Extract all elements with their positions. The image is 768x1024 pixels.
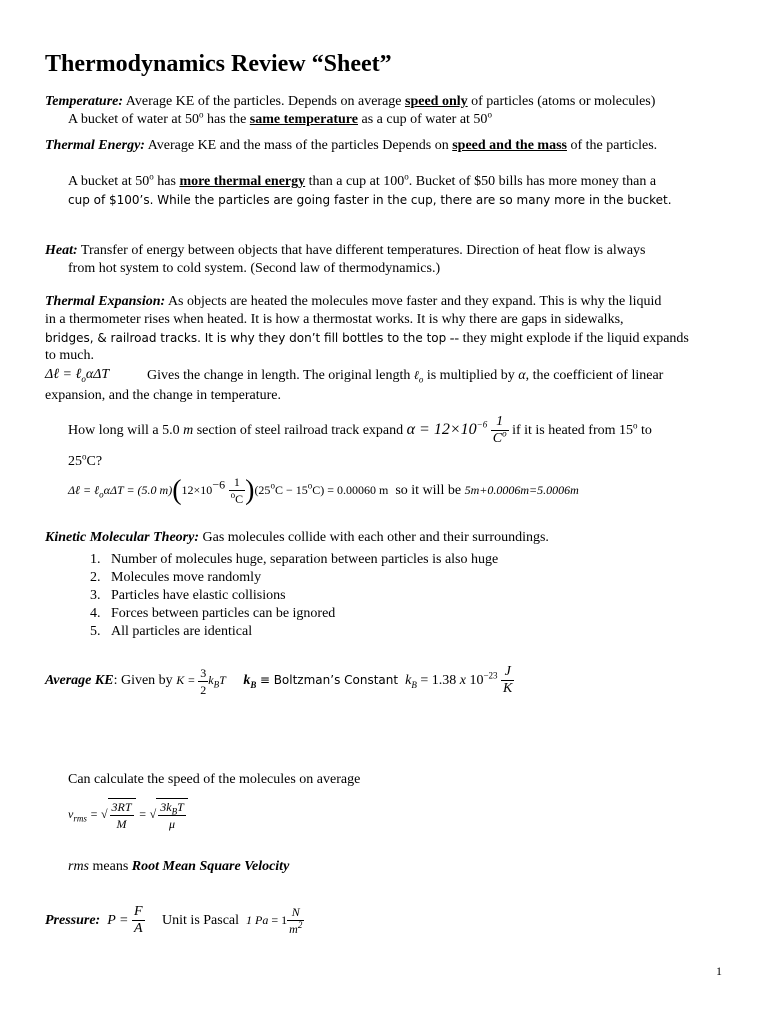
temperature-line2: A bucket of water at 50$^o$ has the same temperature as a cup of water at 50$^o$ xyxy=(68,109,492,127)
speed-and-mass-emphasis: speed and the mass xyxy=(452,138,567,153)
speed-only-emphasis: speed only xyxy=(405,94,468,109)
thermal-energy-example1: A bucket at 50$^o$ has more thermal energy than a cup at 100$^o$. Bucket of $50 bills has more money than a xyxy=(68,171,657,189)
same-temperature-emphasis: same temperature xyxy=(249,112,358,127)
per-celsius-fraction: $\frac{1}{C^o}$ xyxy=(492,414,507,447)
expansion-question: How long will a 5.0 m section of steel railroad track expand $\alpha = 12\times 10^{-6}$ $\frac{1}{C^o}$ if it is heated from 15$^o$ to xyxy=(68,414,652,447)
kmt-heading: Kinetic Molecular Theory: Gas molecules collide with each other and their surroundings. xyxy=(45,530,549,545)
list-item: 3. Particles have elastic collisions xyxy=(90,588,286,603)
rms-formula: $v_{rms}$ = √ $\frac{3RT}{M}$ = √ $\frac{3k_BT}{\mu}$ xyxy=(68,794,188,834)
temperature-line1: Temperature: Average KE of the particles. Depends on average speed only of particles (atoms or molecules) xyxy=(45,94,656,109)
pressure-line: Pressure: P = $\frac{F}{A}$ Unit is Pascal 1 Pa = 1 $\frac{N}{m^2}$ xyxy=(45,904,303,937)
thermal-energy-line1: Thermal Energy: Average KE and the mass of the particles Depends on speed and the mass of the particles. xyxy=(45,138,658,153)
heat-label: Heat: xyxy=(45,243,78,258)
kmt-list xyxy=(90,551,498,641)
list-item: 5. All particles are identical xyxy=(90,624,253,639)
kmt-label: Kinetic Molecular Theory: xyxy=(45,530,199,545)
average-ke-line: Average KE: Given by K = $\frac{3}{2}$ $k_BT$ $k_B$ ≡ Boltzman’s Constant $k_B = 1.38$ x $10^{-23}$ $\frac{J}{K}$ xyxy=(45,664,513,697)
expansion-description: Gives the change in length. The original length ℓ$_o$ is multiplied by α, the coefficient of linear xyxy=(147,368,664,385)
expansion-question-line2: 25$^o$C? xyxy=(68,451,103,469)
average-ke-label: Average KE xyxy=(45,673,114,688)
heat-line2: from hot system to cold system. (Second law of thermodynamics.) xyxy=(68,261,441,276)
alpha-value: $\alpha = 12\times 10^{-6}$ xyxy=(406,419,488,438)
expansion-line1: Thermal Expansion: As objects are heated the molecules move faster and they expand. This is why the liquid xyxy=(45,294,662,309)
thermal-energy-example2: cup of $100’s. While the particles are going faster in the cup, there are so many more in the bucket. xyxy=(68,193,672,207)
expansion-solution: Δℓ = ℓ$_o$αΔT = (5.0 $m)(12\times 10^{-6}$ $\frac{1}{^oC}$ )$(25^oC - 15^oC) = 0.00060$ m so it will be 5m+0.0006m=5.0006m xyxy=(68,474,579,507)
more-thermal-energy-emphasis: more thermal energy xyxy=(179,174,306,189)
expansion-line3: bridges, & railroad tracks. It is why they don’t fill bottles to the top -- they might explode if the liquid expands xyxy=(45,331,689,346)
list-item: 2. Molecules move randomly xyxy=(90,570,262,585)
expansion-line2: in a thermometer rises when heated. It is how a thermostat works. It is why there are gaps in sidewalks, xyxy=(45,312,624,327)
list-item: 4. Forces between particles can be ignored xyxy=(90,606,336,621)
expansion-description-line2: expansion, and the change in temperature. xyxy=(45,388,281,403)
page-title: Thermodynamics Review “Sheet” xyxy=(45,51,392,77)
expansion-label: Thermal Expansion: xyxy=(45,294,166,309)
expansion-formula: Δℓ = ℓ$_o$αΔT xyxy=(45,367,110,384)
pressure-label: Pressure: xyxy=(45,913,101,928)
expansion-line4: to much. xyxy=(45,348,94,363)
heat-line1: Heat: Transfer of energy between objects that have different temperatures. Direction of heat flow is always xyxy=(45,243,646,258)
average-ke-formula: K = $\frac{3}{2}$ $k_BT$ xyxy=(176,665,226,697)
rms-intro: Can calculate the speed of the molecules on average xyxy=(68,772,361,787)
rms-meaning: rms means Root Mean Square Velocity xyxy=(68,859,290,874)
temperature-label: Temperature: xyxy=(45,94,124,109)
thermal-energy-label: Thermal Energy: xyxy=(45,138,145,153)
list-item: 1. Number of molecules huge, separation between particles is also huge xyxy=(90,552,499,567)
page-number: 1 xyxy=(716,964,722,978)
